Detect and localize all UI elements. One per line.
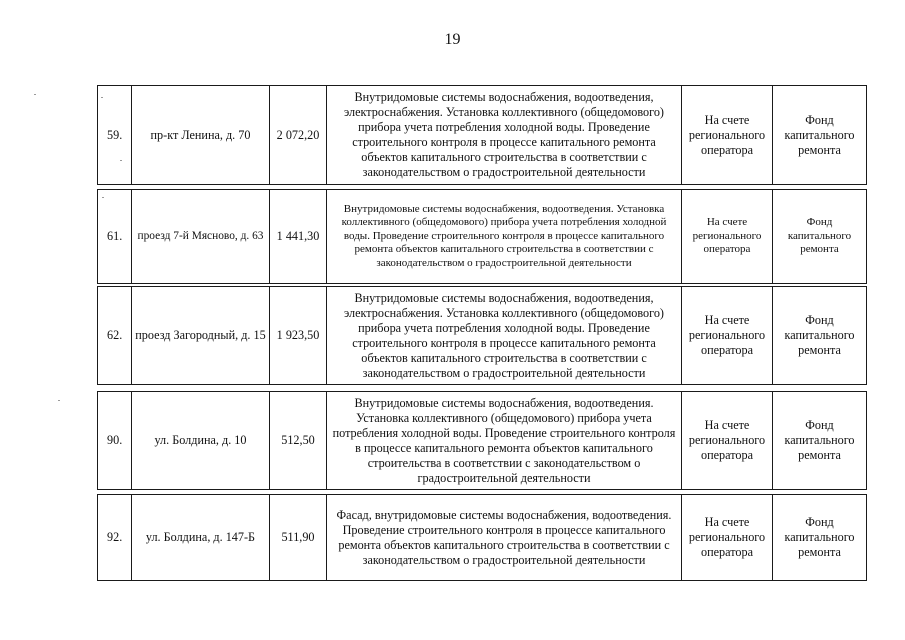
scan-speck	[120, 160, 122, 161]
row-sum: 1 923,50	[270, 287, 327, 385]
row-address: пр-кт Ленина, д. 70	[132, 86, 270, 185]
table-row-90	[97, 391, 867, 490]
row-works: Внутридомовые системы водоснабжения, водоотведения, электроснабжения. Установка коллективного (общедомового) прибора учета потребления холодной воды. Проведение строительного контроля в процессе капитального ремонта объектов капитального строительства в соответствии с законодательством о градостроительной деятельности	[327, 287, 682, 385]
row-sum: 2 072,20	[270, 86, 327, 185]
scan-speck	[58, 400, 60, 401]
row-sum: 1 441,30	[270, 190, 327, 284]
table-row-92	[97, 494, 867, 581]
row-number: 59.	[98, 86, 132, 185]
row-status: На счете регионального оператора	[682, 86, 773, 185]
page-number: 19	[444, 31, 461, 48]
row-sum: 512,50	[270, 392, 327, 490]
row-status: На счете регионального оператора	[682, 392, 773, 490]
row-address: проезд 7-й Мясново, д. 63	[132, 190, 270, 284]
scan-speck	[101, 97, 103, 98]
row-address: ул. Болдина, д. 10	[132, 392, 270, 490]
row-status: На счете регионального оператора	[682, 190, 773, 284]
row-works: Внутридомовые системы водоснабжения, водоотведения. Установка коллективного (общедомового) прибора учета потребления холодной воды. Проведение строительного контроля в процессе капитального ремонта объектов капитального строительства в соответствии с законодательством о градостроительной деятельности	[327, 392, 682, 490]
row-address: ул. Болдина, д. 147-Б	[132, 495, 270, 581]
row-number: 61.	[98, 190, 132, 284]
row-status: На счете регионального оператора	[682, 287, 773, 385]
row-source: Фонд капитального ремонта	[773, 287, 867, 385]
row-sum: 511,90	[270, 495, 327, 581]
table-row-61	[97, 189, 867, 284]
row-number: 62.	[98, 287, 132, 385]
scan-speck	[34, 94, 36, 95]
row-works: Фасад, внутридомовые системы водоснабжения, водоотведения. Проведение строительного контроля в процессе капитального ремонта объектов капитального строительства в соответствии с законодательством о градостроительной деятельности	[327, 495, 682, 581]
row-works: Внутридомовые системы водоснабжения, водоотведения, электроснабжения. Установка коллективного (общедомового) прибора учета потребления холодной воды. Проведение строительного контроля в процессе капитального ремонта объектов капитального строительства в соответствии с законодательством о градостроительной деятельности	[327, 86, 682, 185]
row-works: Внутридомовые системы водоснабжения, водоотведения. Установка коллективного (общедомового) прибора учета потребления холодной воды. Проведение строительного контроля в процессе капитального ремонта объектов капитального строительства в соответствии с законодательством о градостроительной деятельности	[327, 190, 682, 284]
row-number: 90.	[98, 392, 132, 490]
row-number: 92.	[98, 495, 132, 581]
table-row-59	[97, 85, 867, 185]
row-source: Фонд капитального ремонта	[773, 86, 867, 185]
row-status: На счете регионального оператора	[682, 495, 773, 581]
row-address: проезд Загородный, д. 15	[132, 287, 270, 385]
scan-speck	[102, 197, 104, 198]
row-source: Фонд капитального ремонта	[773, 495, 867, 581]
table-row-62	[97, 286, 867, 385]
row-source: Фонд капитального ремонта	[773, 392, 867, 490]
row-source: Фонд капитального ремонта	[773, 190, 867, 284]
